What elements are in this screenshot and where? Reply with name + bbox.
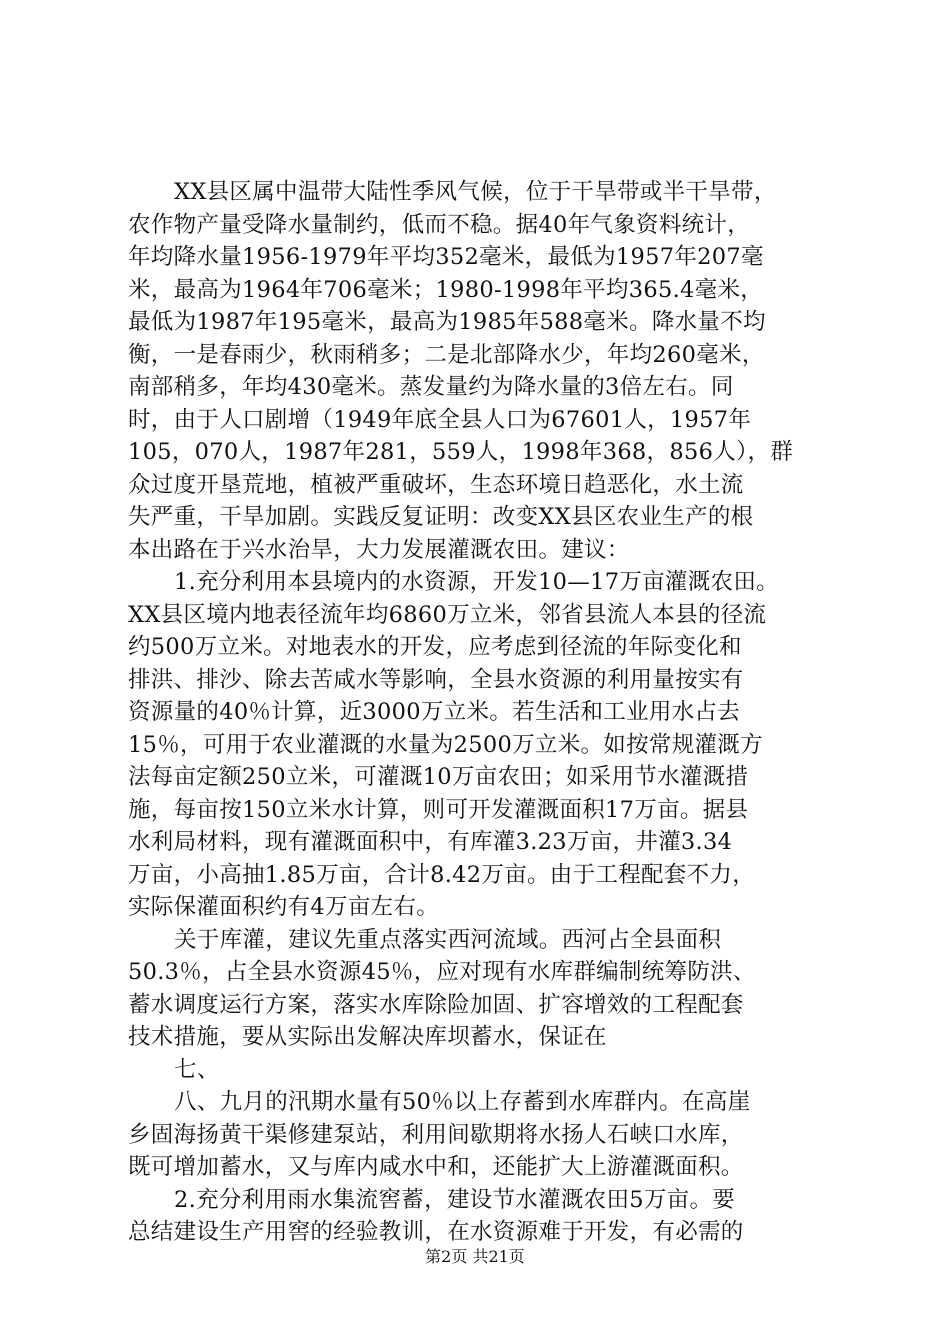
text-line: 南部稍多，年均430毫米。蒸发量约为降水量的3倍左右。同 bbox=[128, 374, 734, 400]
text-line: 1.充分利用本县境内的水资源，开发10—17万亩灌溉农田。 bbox=[174, 569, 779, 595]
text-line: 2.充分利用雨水集流窖蓄，建设节水灌溉农田5万亩。要 bbox=[174, 1186, 736, 1213]
page-footer bbox=[0, 1244, 950, 1267]
text-line: 总结建设生产用窖的经验教训，在水资源难于开发，有必需的 bbox=[128, 1219, 744, 1245]
document-body bbox=[128, 176, 840, 1249]
text-line: 农作物产量受降水量制约，低而不稳。据40年气象资料统计， bbox=[128, 211, 751, 238]
text-line: 水利局材料，现有灌溉面积中，有库灌3.23万亩，井灌3.34 bbox=[128, 829, 733, 855]
text-line: 排洪、排沙、除去苦咸水等影响，全县水资源的利用量按实有 bbox=[128, 666, 744, 693]
text-line: XX县区属中温带大陆性季风气候，位于干旱带或半干旱带， bbox=[174, 179, 777, 205]
text-line: 法每亩定额250立米，可灌溉10万亩农田；如采用节水灌溉措 bbox=[128, 764, 749, 790]
text-line: 米，最高为1964年706毫米；1980-1998年平均365.4毫米， bbox=[128, 276, 764, 303]
text-line: 资源量的40％计算，近3000万立米。若生活和工业用水占去 bbox=[128, 699, 741, 725]
text-line: 实际保灌面积约有4万亩左右。 bbox=[128, 894, 440, 920]
text-line: 最低为1987年195毫米，最高为1985年588毫米。降水量不均 bbox=[128, 309, 766, 335]
text-line: 众过度开垦荒地，植被严重破坏，生态环境日趋恶化，水土流 bbox=[128, 471, 744, 498]
text-line: XX县区境内地表径流年均6860万立米，邻省县流人本县的径流 bbox=[128, 601, 767, 628]
text-line: 15％，可用于农业灌溉的水量为2500万立米。如按常规灌溉方 bbox=[128, 731, 763, 758]
text-line: 万亩，小高抽1.85万亩，合计8.42万亩。由于工程配套不力， bbox=[128, 861, 755, 888]
text-line: 七、 bbox=[174, 1056, 220, 1083]
text-line: 时，由于人口剧增（1949年底全县人口为67601人，1957年 bbox=[128, 406, 752, 433]
text-line: 蓄水调度运行方案，落实水库除险加固、扩容增效的工程配套 bbox=[128, 991, 744, 1018]
text-line: 衡，一是春雨少，秋雨稍多；二是北部降水少，年均260毫米， bbox=[128, 341, 765, 368]
text-line: 105，070人，1987年281，559人，1998年368，856人），群 bbox=[128, 439, 794, 465]
text-line: 既可增加蓄水，又与库内咸水中和，还能扩大上游灌溉面积。 bbox=[128, 1154, 744, 1180]
text-line: 八、九月的汛期水量有50％以上存蓄到水库群内。在高崖 bbox=[174, 1089, 751, 1115]
text-line: 乡固海扬黄干渠修建泵站，利用间歇期将水扬人石峡口水库， bbox=[128, 1121, 744, 1148]
text-line: 50.3％，占全县水资源45％，应对现有水库群编制统筹防洪、 bbox=[128, 959, 756, 985]
text-line: 失严重，干旱加剧。实践反复证明：改变XX县区农业生产的根 bbox=[128, 504, 754, 530]
text-line: 年均降水量1956-1979年平均352毫米，最低为1957年207毫 bbox=[128, 244, 764, 270]
text-line: 约500万立米。对地表水的开发，应考虑到径流的年际变化和 bbox=[128, 634, 742, 660]
text-line: 本出路在于兴水治旱，大力发展灌溉农田。建议： bbox=[128, 536, 630, 563]
page-number: 第2页 共21页 bbox=[425, 1247, 525, 1266]
text-line: 关于库灌，建议先重点落实西河流域。西河占全县面积 bbox=[174, 926, 722, 953]
text-line: 技术措施，要从实际出发解决库坝蓄水，保证在 bbox=[128, 1024, 607, 1050]
text-line: 施，每亩按150立米水计算，则可开发灌溉面积17万亩。据县 bbox=[128, 796, 749, 823]
